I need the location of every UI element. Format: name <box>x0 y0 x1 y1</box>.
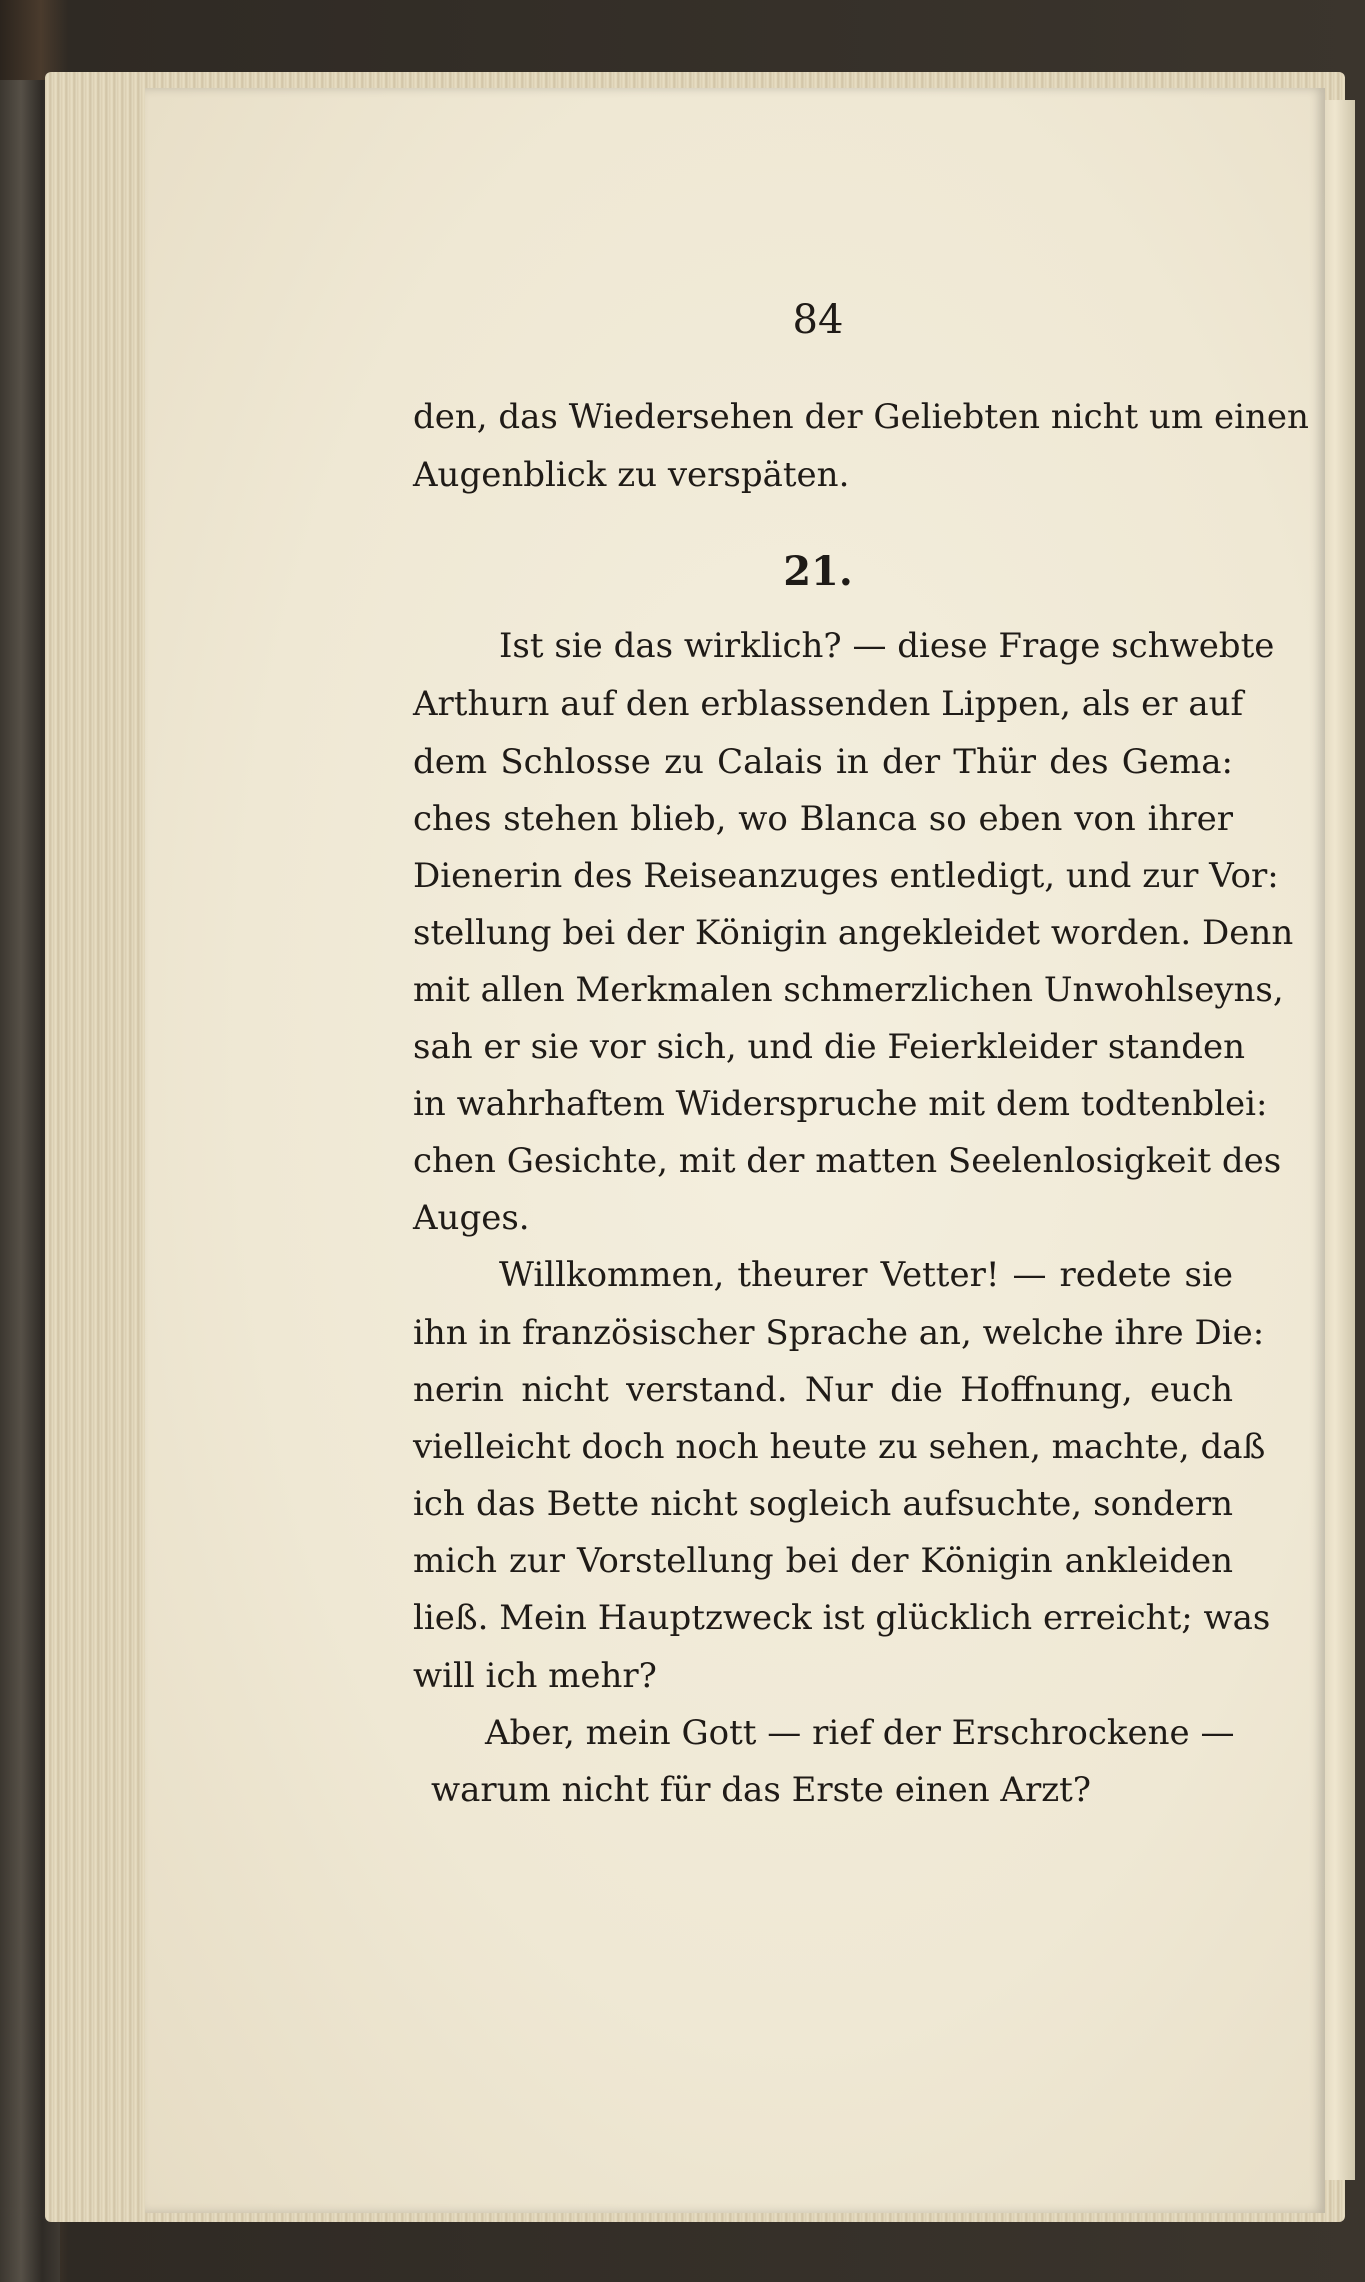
text-line: in wahrhaftem Widerspruche mit dem todtenblei: <box>413 1084 1268 1124</box>
text-line: Auges. <box>413 1198 530 1238</box>
text-line: Arthurn auf den erblassenden Lippen, als er auf <box>413 684 1244 724</box>
text-line: ihn in französischer Sprache an, welche ihre Die: <box>413 1313 1265 1353</box>
text-line: mich zur Vorstellung bei der Königin ankleiden <box>413 1541 1233 1581</box>
text-line: Augenblick zu verspäten. <box>413 455 850 495</box>
text-line: Willkommen, theurer Vetter! — redete sie <box>499 1255 1233 1295</box>
text-line: den, das Wiedersehen der Geliebten nicht um einen <box>413 397 1309 437</box>
text-line: Dienerin des Reiseanzuges entledigt, und zur Vor: <box>413 856 1279 896</box>
text-line: sah er sie vor sich, und die Feierkleider standen <box>413 1027 1245 1067</box>
text-line: stellung bei der Königin angekleidet worden. Denn <box>413 913 1294 953</box>
text-line: Ist sie das wirklich? — diese Frage schwebte <box>499 626 1275 666</box>
text-line: chen Gesichte, mit der matten Seelenlosigkeit des <box>413 1141 1282 1181</box>
chapter-number: 21. <box>783 548 853 595</box>
text-line: nerin nicht verstand. Nur die Hoffnung, euch <box>413 1370 1233 1410</box>
text-line: Aber, mein Gott — rief der Erschrockene — <box>485 1713 1235 1753</box>
page-text <box>413 0 1309 2282</box>
text-line: warum nicht für das Erste einen Arzt? <box>431 1770 1092 1810</box>
text-line: mit allen Merkmalen schmerzlichen Unwohlseyns, <box>413 970 1284 1010</box>
text-line: dem Schlosse zu Calais in der Thür des Gema: <box>413 742 1233 782</box>
text-line: vielleicht doch noch heute zu sehen, machte, daß <box>413 1427 1266 1467</box>
text-line: will ich mehr? <box>413 1656 657 1696</box>
text-line: ches stehen blieb, wo Blanca so eben von ihrer <box>413 799 1233 839</box>
text-line: ich das Bette nicht sogleich aufsuchte, sondern <box>413 1484 1233 1524</box>
page-number: 84 <box>792 297 844 343</box>
text-line: ließ. Mein Hauptzweck ist glücklich erreicht; was <box>413 1598 1271 1638</box>
